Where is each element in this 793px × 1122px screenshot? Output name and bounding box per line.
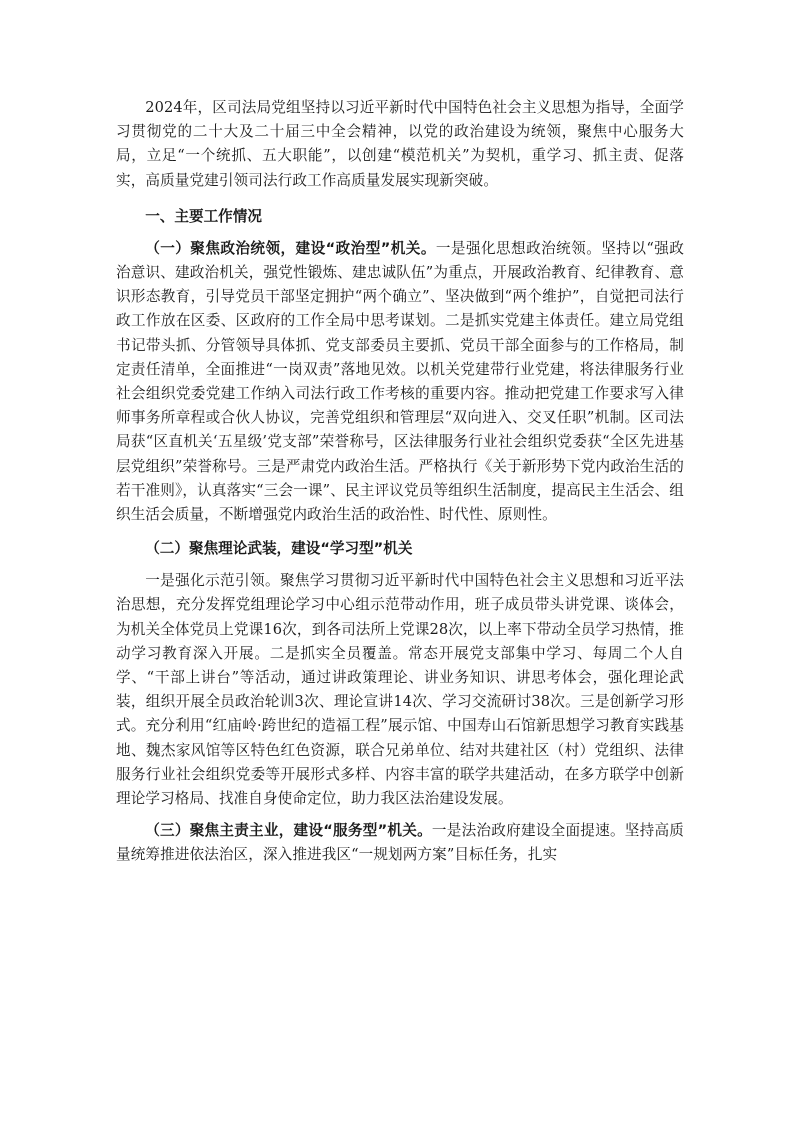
subsection-1-heading: （一）聚焦政治统领，建设“政治型”机关。 [145, 239, 436, 257]
subsection-1-paragraph [116, 237, 684, 527]
subsection-2-heading: （二）聚焦理论武装，建设“学习型”机关 [145, 540, 413, 558]
subsection-2-body: 一是强化示范引领。聚焦学习贯彻习近平新时代中国特色社会主义思想和习近平法治思想，充分发挥党组理论学习中心组示范带动作用，班子成员带头讲党课、谈体会，为机关全体党员上党课16次，到各司法所上党课28次，以上率下带动全员学习热情，推动学习教育深入开展。二是抓实全员覆盖。常态开展党支部集中学习、每周二个人自学、“干部上讲台”等活动，通过讲政策理论、讲业务知识、讲思考体会，强化理论武装，组织开展全员政治轮训3次、理论宣讲14次、学习交流研讨38次。三是创新学习形式。充分利用“红庙岭·跨世纪的造福工程”展示馆、中国寿山石馆新思想学习教育实践基地、魏杰家风馆等区特色红色资源，联合兄弟单位、结对共建社区（村）党组织、法律服务行业社会组织党委等开展形式多样、内容丰富的联学共建活动，在多方联学中创新理论学习格局、找准自身使命定位，助力我区法治建设发展。 [116, 572, 684, 808]
document-page [116, 96, 684, 868]
subsection-3-body: 一是法治政府建设全面提速。坚持高质量统筹推进依法治区，深入推进我区“一规划两方案”目标任务，扎实 [116, 822, 685, 864]
section-heading-main-work: 一、主要工作情况 [145, 207, 262, 225]
subsection-3-paragraph [116, 819, 684, 867]
intro-paragraph: 2024年，区司法局党组坚持以习近平新时代中国特色社会主义思想为指导，全面学习贯彻党的二十大及二十届三中全会精神，以党的政治建设为统领，聚焦中心服务大局，立足“一个统抓、五大职能”，以创建“模范机关”为契机，重学习、抓主责、促落实，高质量党建引领司法行政工作高质量发展实现新突破。 [116, 99, 684, 189]
subsection-1-body: 一是强化思想政治统领。坚持以“强政治意识、建政治机关，强党性锻炼、建忠诚队伍”为重点，开展政治教育、纪律教育、意识形态教育，引导党员干部坚定拥护“两个确立”、坚决做到“两个维护”，自觉把司法行政工作放在区委、区政府的工作全局中思考谋划。二是抓实党建主体责任。建立局党组书记带头抓、分管领导具体抓、党支部委员主要抓、党员干部全面参与的工作格局，制定责任清单，全面推进“一岗双责”落地见效。以机关党建带行业党建，将法律服务行业社会组织党委党建工作纳入司法行政工作考核的重要内容。推动把党建工作要求写入律师事务所章程或合伙人协议，完善党组织和管理层“双向进入、交叉任职”机制。区司法局获“区直机关‘五星级’党支部”荣誉称号，区法律服务行业社会组织党委获“全区先进基层党组织”荣誉称号。三是严肃党内政治生活。严格执行《关于新形势下党内政治生活的若干准则》，认真落实“三会一课”、民主评议党员等组织生活制度，提高民主生活会、组织生活会质量，不断增强党内政治生活的政治性、时代性、原则性。 [116, 239, 684, 524]
subsection-3-heading: （三）聚焦主责主业，建设“服务型”机关。 [145, 822, 432, 840]
